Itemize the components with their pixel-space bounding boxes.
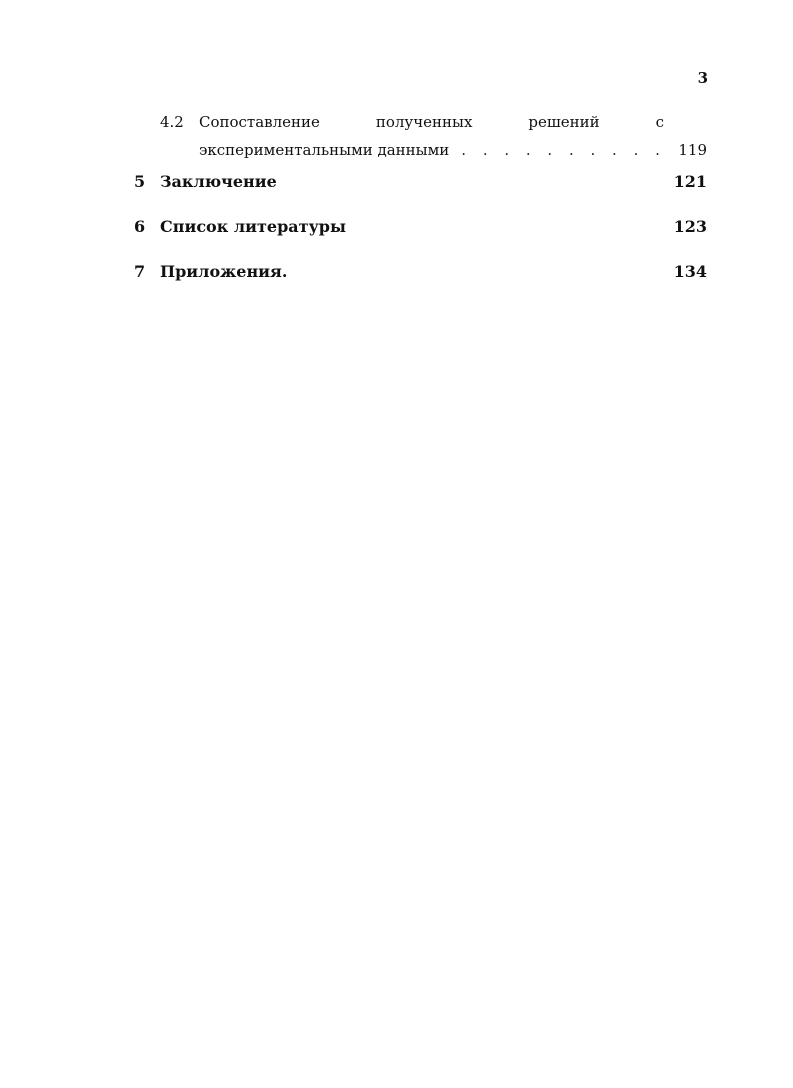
- chapter-page: 123: [673, 217, 707, 236]
- toc-entry-word: решений: [528, 113, 600, 131]
- toc-entry-page: 119: [678, 141, 707, 159]
- chapter-title: Список литературы: [160, 217, 347, 236]
- toc-chapter-5[interactable]: [134, 172, 707, 217]
- chapter-page: 121: [673, 172, 707, 191]
- page-number: 3: [697, 69, 708, 87]
- toc-entry-4-2[interactable]: [134, 110, 707, 172]
- dot-leader: [461, 141, 672, 159]
- toc-entry-word: с: [655, 113, 664, 131]
- toc-entry-word: Сопоставление: [199, 113, 320, 131]
- toc-chapter-7[interactable]: [134, 262, 707, 307]
- toc-entry-title-line2: [199, 141, 707, 159]
- toc-entry-word: полученных: [375, 113, 473, 131]
- table-of-contents: [134, 110, 707, 307]
- chapter-title: Приложения.: [160, 262, 288, 281]
- toc-entry-title-continuation: экспериментальными данными: [199, 141, 450, 159]
- chapter-title: Заключение: [160, 172, 277, 191]
- toc-chapter-6[interactable]: [134, 217, 707, 262]
- toc-entry-title-line1: [199, 113, 664, 131]
- chapter-number: 5: [134, 172, 146, 191]
- chapter-number: 6: [134, 217, 146, 236]
- chapter-page: 134: [673, 262, 707, 281]
- chapter-number: 7: [134, 262, 146, 281]
- toc-entry-number: 4.2: [160, 113, 184, 131]
